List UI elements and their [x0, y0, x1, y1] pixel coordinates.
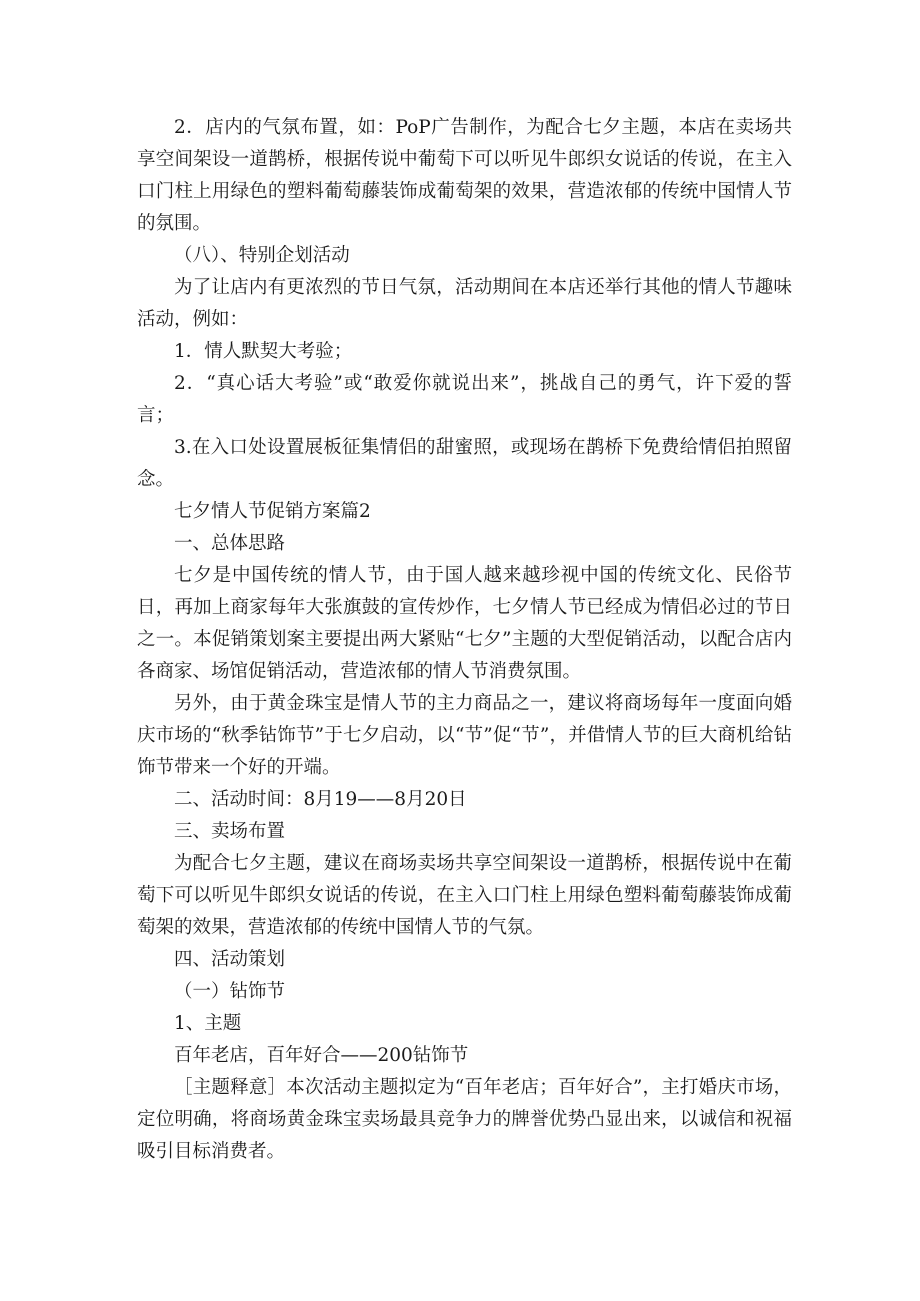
paragraph: 为了让店内有更浓烈的节日气氛，活动期间在本店还举行其他的情人节趣味活动，例如：: [137, 277, 792, 330]
document-body: [137, 112, 792, 1168]
paragraph: 七夕是中国传统的情人节，由于国人越来越珍视中国的传统文化、民俗节日，再加上商家每年大张旗鼓的宣传炒作，七夕情人节已经成为情侣必过的节日之一。本促销策划案主要提出两大紧贴“七夕”主题的大型促销活动，以配合店内各商家、场馆促销活动，营造浓郁的情人节消费氛围。: [137, 565, 792, 682]
paragraph: 2．店内的气氛布置，如：PoP广告制作，为配合七夕主题，本店在卖场共享空间架设一道鹊桥，根据传说中葡萄下可以听见牛郎织女说话的传说，在主入口门柱上用绿色的塑料葡萄藤装饰成葡萄架的效果，营造浓郁的传统中国情人节的氛围。: [137, 117, 792, 234]
section-heading: 1、主题: [174, 1013, 242, 1034]
section-heading: 一、总体思路: [174, 533, 286, 554]
list-item: 3.在入口处设置展板征集情侣的甜蜜照，或现场在鹊桥下免费给情侣拍照留念。: [137, 437, 792, 490]
list-item: 1．情人默契大考验；: [174, 341, 353, 362]
document-subtitle: 七夕情人节促销方案篇2: [174, 501, 371, 522]
list-item: 2．“真心话大考验”或“敢爱你就说出来”，挑战自己的勇气，许下爱的誓言；: [137, 373, 792, 426]
paragraph: ［主题释意］本次活动主题拟定为“百年老店；百年好合”，主打婚庆市场，定位明确，将商场黄金珠宝卖场最具竞争力的牌誉优势凸显出来，以诚信和祝福吸引目标消费者。: [137, 1077, 792, 1162]
section-heading: 二、活动时间：8月19——8月20日: [174, 789, 467, 810]
section-heading: 三、卖场布置: [174, 821, 286, 842]
section-heading: （一）钻饰节: [174, 981, 286, 1002]
paragraph: 百年老店，百年好合——200钻饰节: [174, 1045, 469, 1066]
paragraph: 另外，由于黄金珠宝是情人节的主力商品之一，建议将商场每年一度面向婚庆市场的“秋季钻饰节”于七夕启动，以“节”促“节”，并借情人节的巨大商机给钻饰节带来一个好的开端。: [137, 693, 792, 778]
section-heading: 四、活动策划: [174, 949, 286, 970]
section-heading: （八）、特别企划活动: [174, 245, 350, 266]
paragraph: 为配合七夕主题，建议在商场卖场共享空间架设一道鹊桥，根据传说中在葡萄下可以听见牛郎织女说话的传说，在主入口门柱上用绿色塑料葡萄藤装饰成葡萄架的效果，营造浓郁的传统中国情人节的气氛。: [137, 853, 792, 938]
